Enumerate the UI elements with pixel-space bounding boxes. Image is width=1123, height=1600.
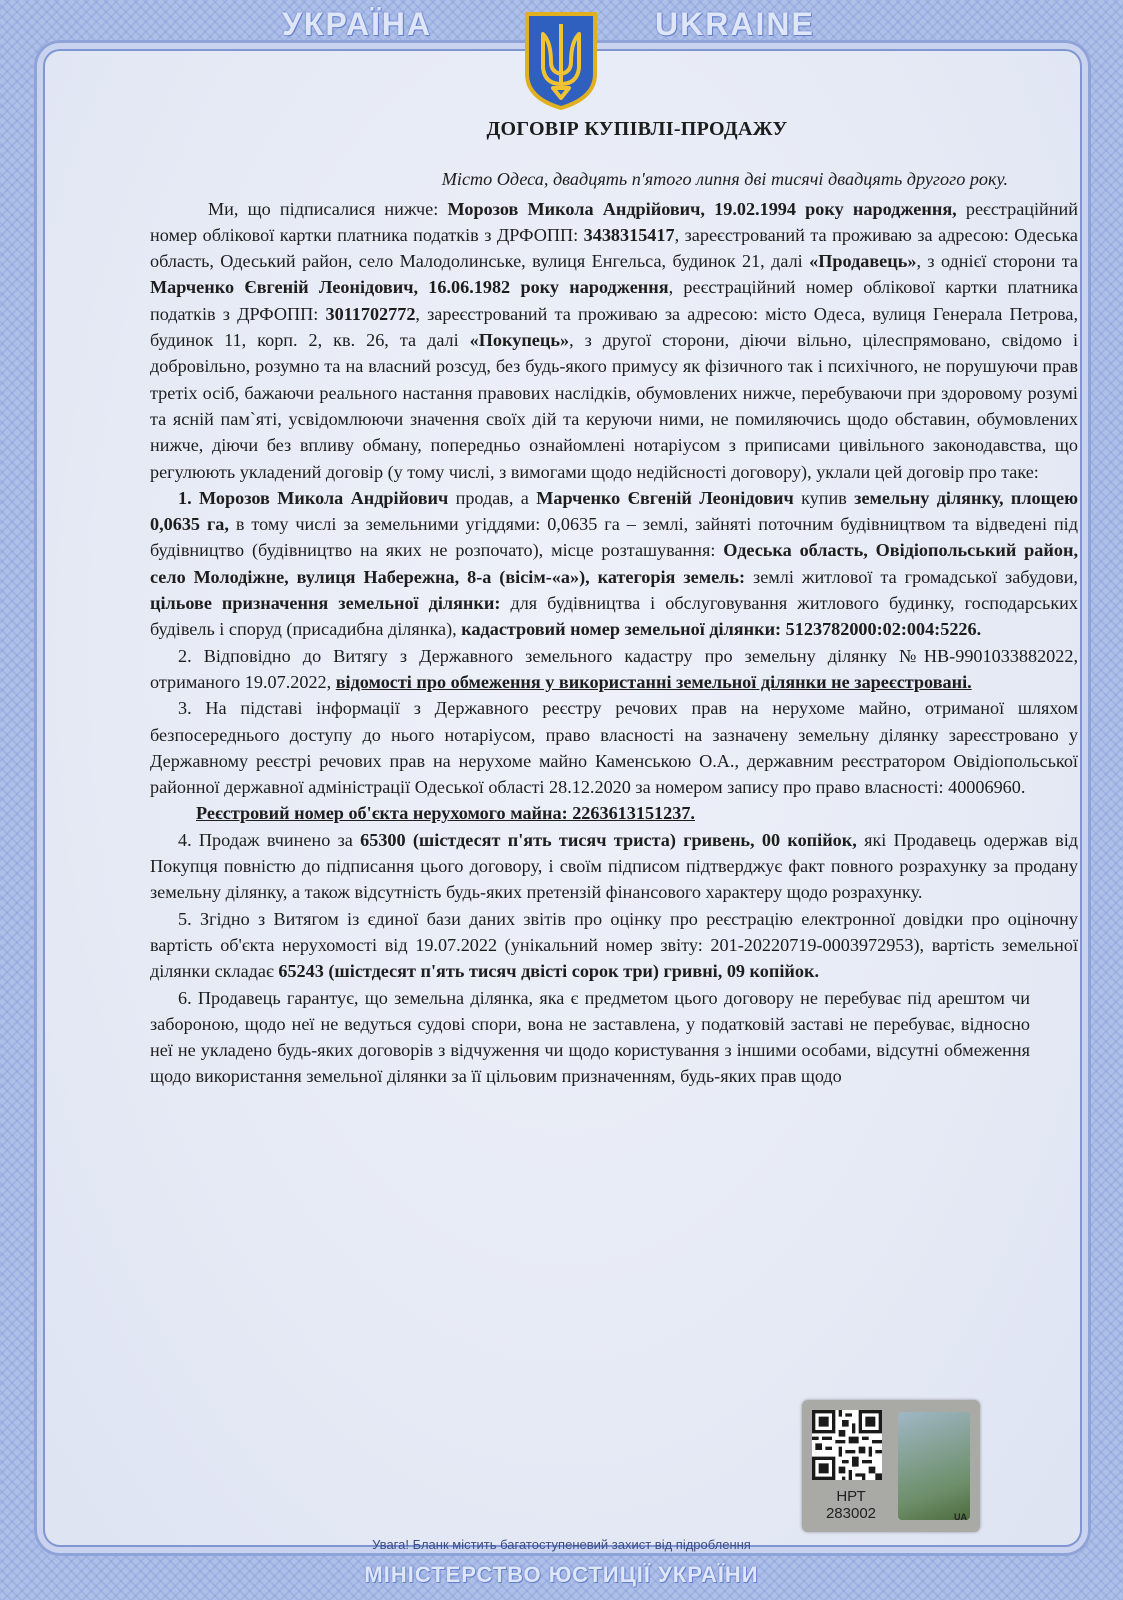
registry-number-line: Реєстровий номер об'єкта нерухомого майна: 2263613151237. xyxy=(196,803,695,824)
clause-1-cadastral-number: кадастровий номер земельної ділянки: 5123782000:02:004:5226. xyxy=(461,619,982,640)
banner-ukraina: УКРАЇНА xyxy=(282,6,433,42)
clause-1 xyxy=(150,485,1078,643)
clause-1-text-2: купив xyxy=(793,487,855,508)
qr-code-icon xyxy=(812,1410,882,1480)
clause-1-area: земельну ділянку, площею 0,0635 га, xyxy=(150,487,1078,535)
sticker-ua-label: UA xyxy=(954,1512,967,1522)
clause-1-location: Одеська область, Овідіопольський район, село Молодіжне, вулиця Набережна, 8-а (вісім-«а»), категорія земель: xyxy=(150,540,1078,587)
clause-3 xyxy=(150,695,1078,800)
clause-2 xyxy=(150,643,1078,696)
intro-text-3: , зареєстрований та проживаю за адресою: Одеська область, Одеський район, село Малодолинське, вулиця Енгельса, будинок 21, далі xyxy=(150,224,1078,272)
sticker-code-series: НРТ xyxy=(836,1488,866,1505)
security-sticker xyxy=(802,1400,980,1532)
intro-text-2: реєстраційний номер облікової картки платника податків з ДРФОПП: xyxy=(150,198,1078,245)
clause-1-purpose-label: цільове призначення земельної ділянки: xyxy=(150,593,501,614)
sticker-code xyxy=(808,1488,894,1522)
clause-2-restrictions: відомості про обмеження у використанні земельної ділянки не зареєстровані. xyxy=(335,671,972,692)
clause-1-text-1: продав, а xyxy=(448,487,537,508)
contract-title: ДОГОВІР КУПІВЛІ-ПРОДАЖУ xyxy=(486,118,788,140)
clause-5-text: 5. Згідно з Витягом із єдиної бази даних звітів про оцінку про реєстрацію електронної довідки про оціночну вартість об'єкта нерухомості від 19.07.2022 (унікальний номер звіту: 201-20220719-0003972953), вартість земельної ділянки складає xyxy=(150,908,1078,982)
clause-1-text-4: землі житлової та громадської забудови, xyxy=(745,566,1078,587)
intro-text-6: , зареєстрований та проживаю за адресою: місто Одеса, вулиця Генерала Петрова, будинок 11, корп. 2, кв. 26, та далі xyxy=(150,303,1078,351)
clause-6-text: 6. Продавець гарантує, що земельна ділянка, яка є предметом цього договору не перебуває під арештом чи забороною, щодо неї не ведуться судові спори, вона не заставлена, у податковій заставі не перебуває, відносно неї не укладено будь-яких договорів з відчуження чи щодо користування з іншими особами, відсутні обмеження щодо використання земельної ділянки за її цільовим призначенням, будь-яких прав щодо xyxy=(150,987,1030,1087)
sticker-hologram xyxy=(898,1412,970,1520)
clause-4-text-1: 4. Продаж вчинено за xyxy=(178,829,361,850)
clause-4-text-2: які Продавець одержав від Покупця повністю до підписання цього договору, і своїм підписом підтверджує факт повного розрахунку за продану земельну ділянку, а також відсутність будь-яких претензій фінансового характеру щодо розрахунку. xyxy=(150,829,1079,903)
clause-5-valuation: 65243 (шістдесят п'ять тисяч двісті сорок три) гривні, 09 копійок. xyxy=(278,961,820,982)
clause-6 xyxy=(150,985,1030,1090)
clause-4 xyxy=(150,827,1078,906)
clause-5 xyxy=(150,906,1078,985)
intro-text-4: , з однієї сторони та xyxy=(916,251,1078,272)
buyer-role: «Покупець» xyxy=(469,330,570,351)
clause-1-text-5: для будівництва і обслуговування житлового будинку, господарських будівель і споруд (присадибна ділянка), xyxy=(150,593,1078,640)
ministry-banner: МІНІСТЕРСТВО ЮСТИЦІЇ УКРАЇНИ xyxy=(364,1562,759,1587)
clause-2-text: 2. Відповідно до Витягу з Державного земельного кадастру про земельну ділянку №НВ-9901033882022, отриманого 19.07.2022, xyxy=(150,645,1078,692)
intro-paragraph xyxy=(150,196,1078,485)
clause-1-seller: 1. Морозов Микола Андрійович xyxy=(178,487,449,508)
sticker-code-number: 283002 xyxy=(825,1505,877,1522)
seller-tax-number: 3438315417 xyxy=(583,224,675,245)
seller-name: Морозов Микола Андрійович, 19.02.1994 року народження, xyxy=(447,198,957,219)
clause-1-text-3: в тому числі за земельними угіддями: 0,0635 га – землі, зайняті поточним будівництвом та відведені під будівництво (будівництво на яких не розпочато), місце розташування: xyxy=(150,514,1078,561)
forgery-warning: Увага! Бланк містить багатоступеневий захист від підроблення xyxy=(372,1537,751,1552)
clause-3-text: 3. На підставі інформації з Державного реєстру речових прав на нерухоме майно, отриманої шляхом безпосереднього доступу до нього нотаріусом, право власності на зазначену земельну ділянку зареєстровано у Державному реєстрі речових прав на нерухоме майно Каменською О.А., державним реєстратором Овідіопольської районної державної адміністрації Одеської області 28.12.2020 за номером запису про право власності: 40006960. xyxy=(150,698,1078,798)
intro-text-1: Ми, що підписалися нижче: xyxy=(208,198,448,219)
seller-role: «Продавець» xyxy=(809,251,917,272)
buyer-name: Марченко Євгеній Леонідович, 16.06.1982 року народження xyxy=(150,277,669,298)
banner-ukraine: UKRAINE xyxy=(655,6,815,42)
intro-text-7: , з другої сторони, діючи вільно, цілеспрямовано, свідомо і добровільно, розумно та на власний розсуд, без будь-якого примусу як фізичного так і психічного, не порушуючи прав третіх осіб, бажаючи реального настання правових наслідків, обумовлених нижче, перебуваючи при здоровому розумі та ясній пам`яті, усвідомлюючи значення своїх дій та керуючи ними, не помиляючись щодо обставин, обумовлених нижче, діючи без впливу обману, попередньо ознайомлені нотаріусом з приписами цивільного законодавства, що регулюють укладений договір (у тому числі, з вимогами щодо недійсності договору), уклали цей договір про таке: xyxy=(150,330,1078,482)
buyer-tax-number: 3011702772 xyxy=(325,303,416,324)
intro-text-5: , реєстраційний номер облікової картки платника податків з ДРФОПП: xyxy=(150,277,1078,324)
clause-1-buyer: Марченко Євгеній Леонідович xyxy=(536,487,794,508)
contract-text xyxy=(150,116,1078,1090)
city-date: Місто Одеса, двадцять п'ятого липня дві тисячі двадцять другого року. xyxy=(441,169,1008,190)
trident-emblem-icon xyxy=(521,10,601,110)
clause-4-price: 65300 (шістдесят п'ять тисяч триста) гривень, 00 копійок, xyxy=(360,829,857,850)
